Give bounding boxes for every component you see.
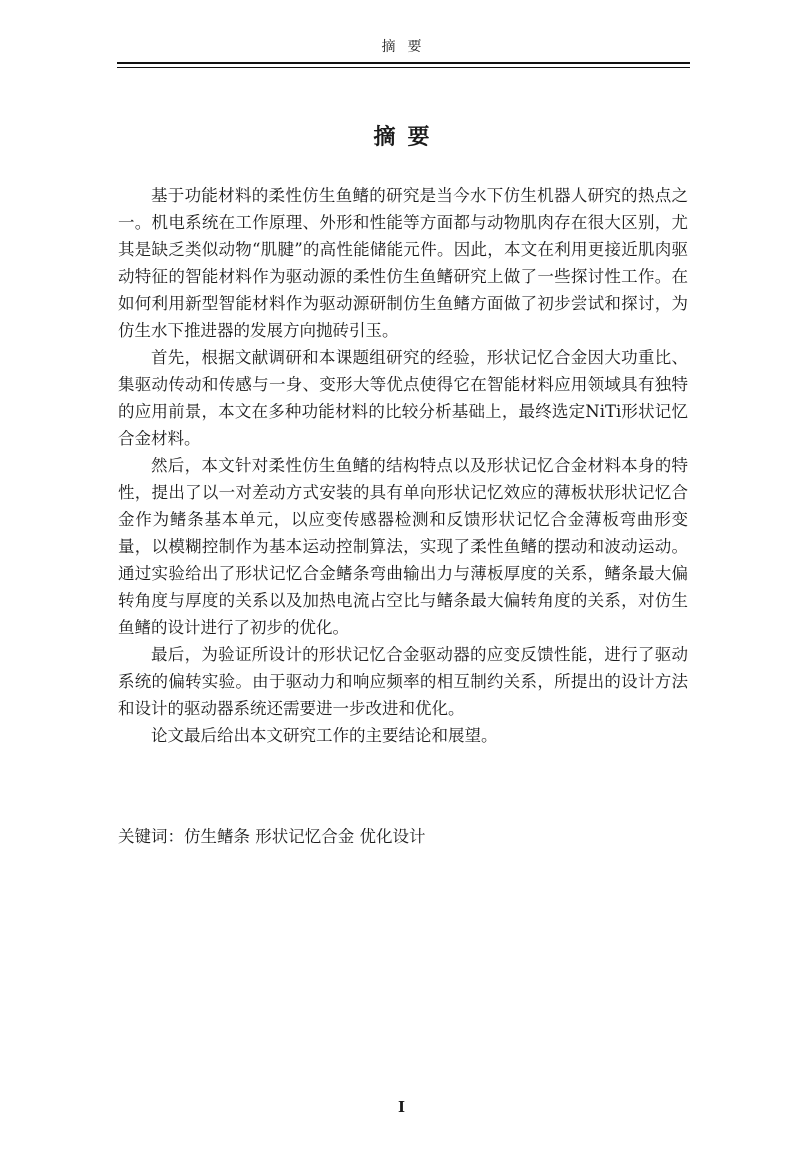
keywords-line: 关键词：仿生鳍条 形状记忆合金 优化设计 — [118, 827, 426, 846]
page-number: I — [397, 1098, 406, 1116]
abstract-paragraph-1: 基于功能材料的柔性仿生鱼鳍的研究是当今水下仿生机器人研究的热点之一。机电系统在工作原理、外形和性能等方面都与动物肌肉存在很大区别，尤其是缺乏类似动物“肌腱”的高性能储能元件。因此，本文在利用更接近肌肉驱动特征的智能材料作为驱动源的柔性仿生鱼鳍研究上做了一些探讨性工作。在如何利用新型智能材料作为驱动源研制仿生鱼鳍方面做了初步尝试和探讨，为仿生水下推进器的发展方向抛砖引玉。 — [118, 186, 688, 340]
abstract-paragraph-3: 然后，本文针对柔性仿生鱼鳍的结构特点以及形状记忆合金材料本身的特性，提出了以一对差动方式安装的具有单向形状记忆效应的薄板状形状记忆合金作为鳍条基本单元，以应变传感器检测和反馈形状记忆合金薄板弯曲形变量，以模糊控制作为基本运动控制算法，实现了柔性鱼鳍的摆动和波动运动。通过实验给出了形状记忆合金鳍条弯曲输出力与薄板厚度的关系，鳍条最大偏转角度与厚度的关系以及加热电流占空比与鳍条最大偏转角度的关系，对仿生鱼鳍的设计进行了初步的优化。 — [118, 456, 688, 637]
abstract-paragraph-5: 论文最后给出本文研究工作的主要结论和展望。 — [151, 726, 498, 745]
page-title: 摘要 — [373, 124, 442, 150]
abstract-body — [118, 182, 688, 749]
header-rule — [117, 62, 690, 68]
running-header: 摘要 — [381, 39, 434, 55]
abstract-paragraph-4: 最后，为验证所设计的形状记忆合金驱动器的应变反馈性能，进行了驱动系统的偏转实验。由于驱动力和响应频率的相互制约关系，所提出的设计方法和设计的驱动器系统还需要进一步改进和优化。 — [118, 645, 688, 718]
abstract-paragraph-2: 首先，根据文献调研和本课题组研究的经验，形状记忆合金因大功重比、集驱动传动和传感与一身、变形大等优点使得它在智能材料应用领域具有独特的应用前景，本文在多种功能材料的比较分析基础上，最终选定NiTi形状记忆合金材料。 — [118, 348, 688, 448]
